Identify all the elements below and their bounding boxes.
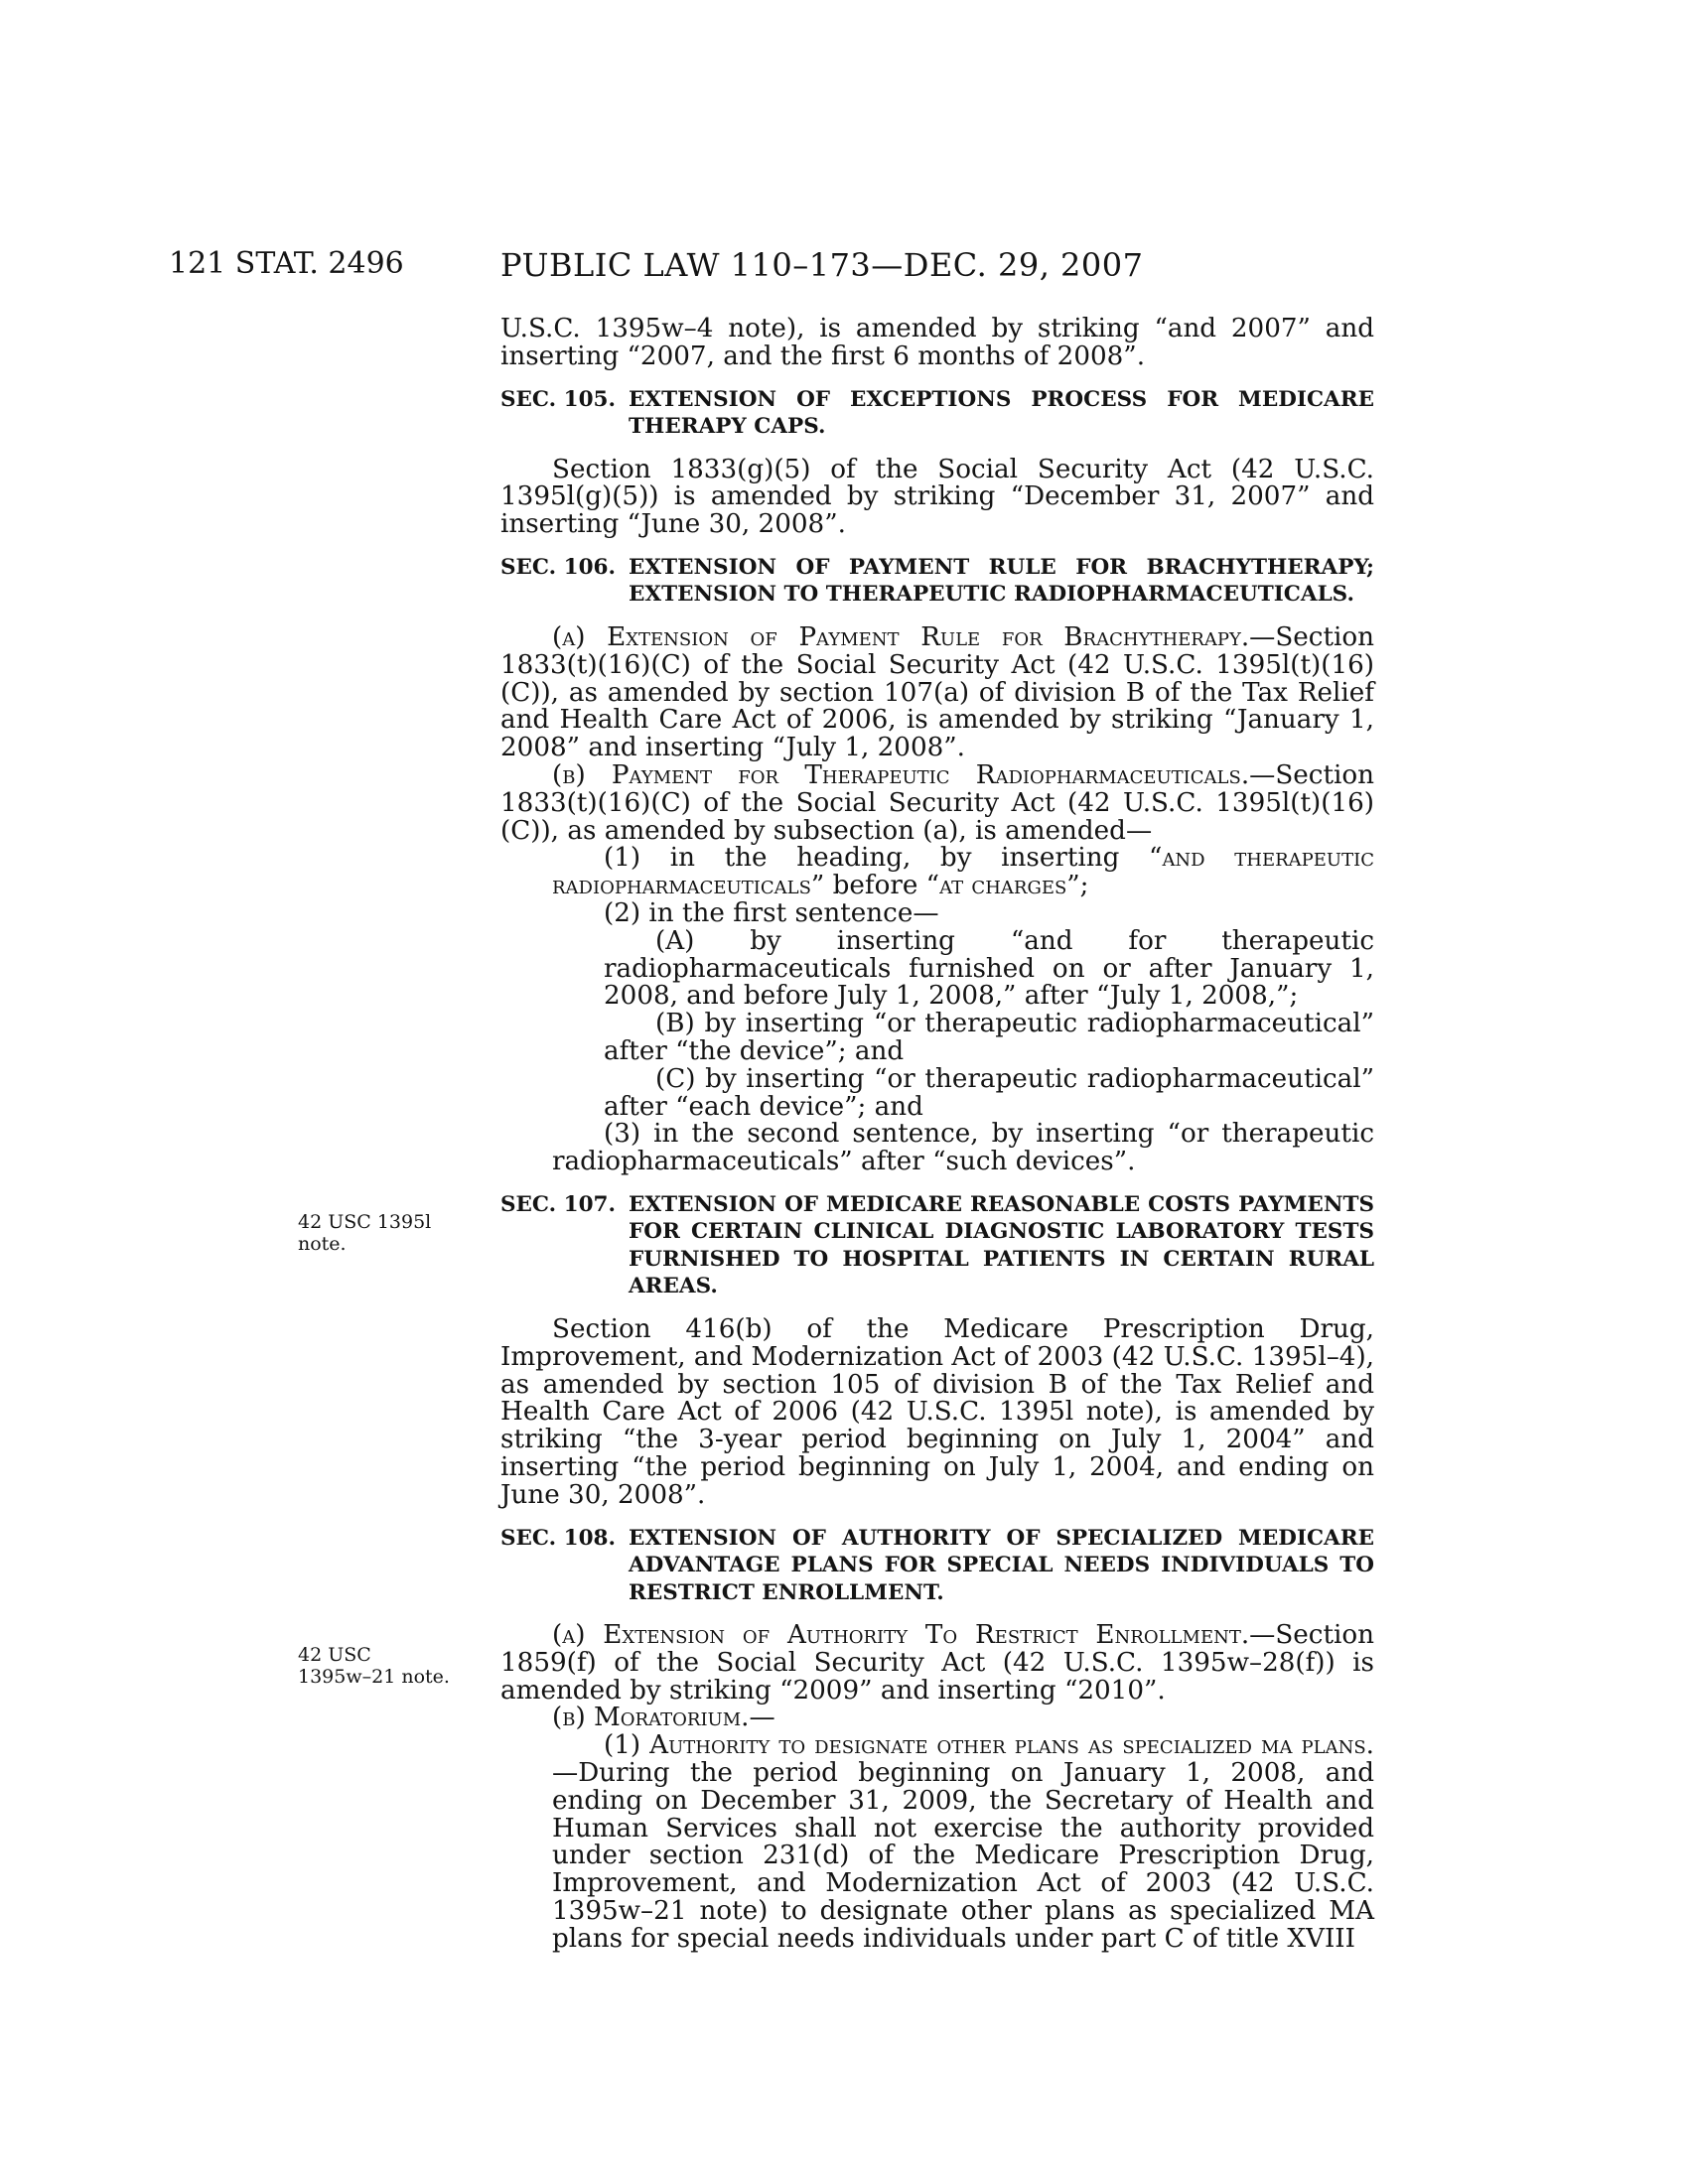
section-number: SEC. 106.: [500, 554, 616, 580]
subsection-heading: (a) Extension of Authority To Restrict Enrollment.: [552, 1620, 1250, 1650]
subsection-heading: (a) Extension of Payment Rule for Brachytherapy.: [552, 621, 1250, 652]
item-text: —During the period beginning on January 1, 2008, and ending on December 31, 2009, the Secretary of Health and Human Services shall not exercise the authority provided under section 231(d) of the Medicare Prescription Drug, Improvement, and Modernization Act of 2003 (42 U.S.C. 1395w–21 note) to designate other plans as specialized MA plans for special needs individuals under part C of title XVIII: [552, 1757, 1374, 1954]
section-title: EXTENSION OF PAYMENT RULE FOR BRACHYTHERAPY; EXTENSION TO THERAPEUTIC RADIOPHARMACEUTICALS.: [629, 554, 1374, 608]
margin-note-line: 42 USC 1395l: [298, 1211, 432, 1233]
subsection-text: —: [749, 1703, 775, 1733]
section-105-heading: [500, 386, 1374, 441]
margin-note-line: note.: [298, 1233, 347, 1255]
section-105-text: Section 1833(g)(5) of the Social Security Act (42 U.S.C. 1395l(g)(5)) is amended by striking “December 31, 2007” and inserting “June 30, 2008”.: [500, 454, 1374, 540]
item-text-smallcaps: at charges: [939, 871, 1067, 901]
stat-citation: 121 STAT. 2496: [169, 246, 404, 281]
section-108-heading: [500, 1525, 1374, 1607]
section-106-item-3: (3) in the second sentence, by inserting “or therapeutic radiopharmaceuticals” after “such devices”.: [552, 1119, 1374, 1177]
section-number: SEC. 105.: [500, 386, 616, 412]
carryover-paragraph: U.S.C. 1395w–4 note), is amended by striking “and 2007” and inserting “2007, and the first 6 months of 2008”.: [500, 314, 1374, 371]
section-title: EXTENSION OF AUTHORITY OF SPECIALIZED MEDICARE ADVANTAGE PLANS FOR SPECIAL NEEDS INDIVIDUALS TO RESTRICT ENROLLMENT.: [629, 1525, 1374, 1605]
subsection-text: —Section 1859(f) of the Social Security Act (42 U.S.C. 1395w–28(f)) is amended by striking “2009” and inserting “2010”.: [500, 1620, 1374, 1706]
margin-note-line: 1395w–21 note.: [298, 1666, 450, 1688]
item-text: ” before “: [810, 871, 940, 901]
section-106-item-2: (2) in the first sentence—: [604, 897, 939, 928]
section-108-subsection-b: [500, 1705, 1374, 1732]
section-107-heading: [500, 1191, 1374, 1300]
margin-note-sec107: [298, 1211, 467, 1255]
section-106-item-A: (A) by inserting “and for therapeutic radiopharmaceuticals furnished on or after January 1, 2008, and before July 1, 2008,” after “July 1, 2008,”;: [604, 925, 1374, 1012]
section-106-item-1: [500, 845, 1374, 900]
section-number: SEC. 108.: [500, 1525, 616, 1551]
subsection-text: —Section 1833(t)(16)(C) of the Social Security Act (42 U.S.C. 1395l(t)(16)(C)), as amended by section 107(a) of division B of the Tax Relief and Health Care Act of 2006, is amended by striking “January 1, 2008” and inserting “July 1, 2008”.: [500, 621, 1374, 763]
subsection-heading: (b) Payment for Therapeutic Radiopharmaceuticals.: [552, 759, 1250, 790]
item-text-smallcaps: and therapeutic radiopharmaceuticals: [552, 843, 1374, 901]
section-107-text: Section 416(b) of the Medicare Prescription Drug, Improvement, and Modernization Act of 2003 (42 U.S.C. 1395l–4), as amended by section 105 of division B of the Tax Relief and Health Care Act of 2006 (42 U.S.C. 1395l note), is amended by striking “the 3-year period beginning on July 1, 2004” and inserting “the period beginning on July 1, 2004, and ending on June 30, 2008”.: [500, 1313, 1374, 1510]
section-108-item-1: [500, 1732, 1374, 1953]
section-106-item-B: (B) by inserting “or therapeutic radiopharmaceutical” after “the device”; and: [604, 1009, 1374, 1066]
section-106-item-C: (C) by inserting “or therapeutic radiopharmaceutical” after “each device”; and: [604, 1063, 1374, 1122]
section-106-subsection-a: [500, 621, 1374, 763]
section-title: EXTENSION OF EXCEPTIONS PROCESS FOR MEDICARE THERAPY CAPS.: [629, 386, 1374, 440]
margin-note-sec108b: [298, 1644, 467, 1688]
section-106-heading: [500, 554, 1374, 609]
item-text: (1) in the heading, by inserting “: [604, 843, 1163, 874]
section-108-subsection-a: [500, 1622, 1374, 1705]
section-title: EXTENSION OF MEDICARE REASONABLE COSTS PAYMENTS FOR CERTAIN CLINICAL DIAGNOSTIC LABORATORY TESTS FURNISHED TO HOSPITAL PATIENTS IN CERTAIN RURAL AREAS.: [629, 1191, 1374, 1299]
law-title: PUBLIC LAW 110–173—DEC. 29, 2007: [500, 246, 1144, 284]
running-head: [0, 246, 1688, 290]
subsection-text: —Section 1833(t)(16)(C) of the Social Security Act (42 U.S.C. 1395l(t)(16)(C)), as amended by subsection (a), is amended—: [500, 759, 1374, 846]
item-heading: (1) Authority to designate other plans as specialized ma plans.: [604, 1730, 1374, 1761]
item-text: ”;: [1066, 871, 1089, 901]
subsection-heading: (b) Moratorium.: [552, 1703, 750, 1733]
body-column: [500, 316, 1374, 1954]
section-number: SEC. 107.: [500, 1191, 616, 1217]
margin-note-line: 42 USC: [298, 1644, 371, 1666]
section-106-subsection-b: [500, 759, 1374, 846]
